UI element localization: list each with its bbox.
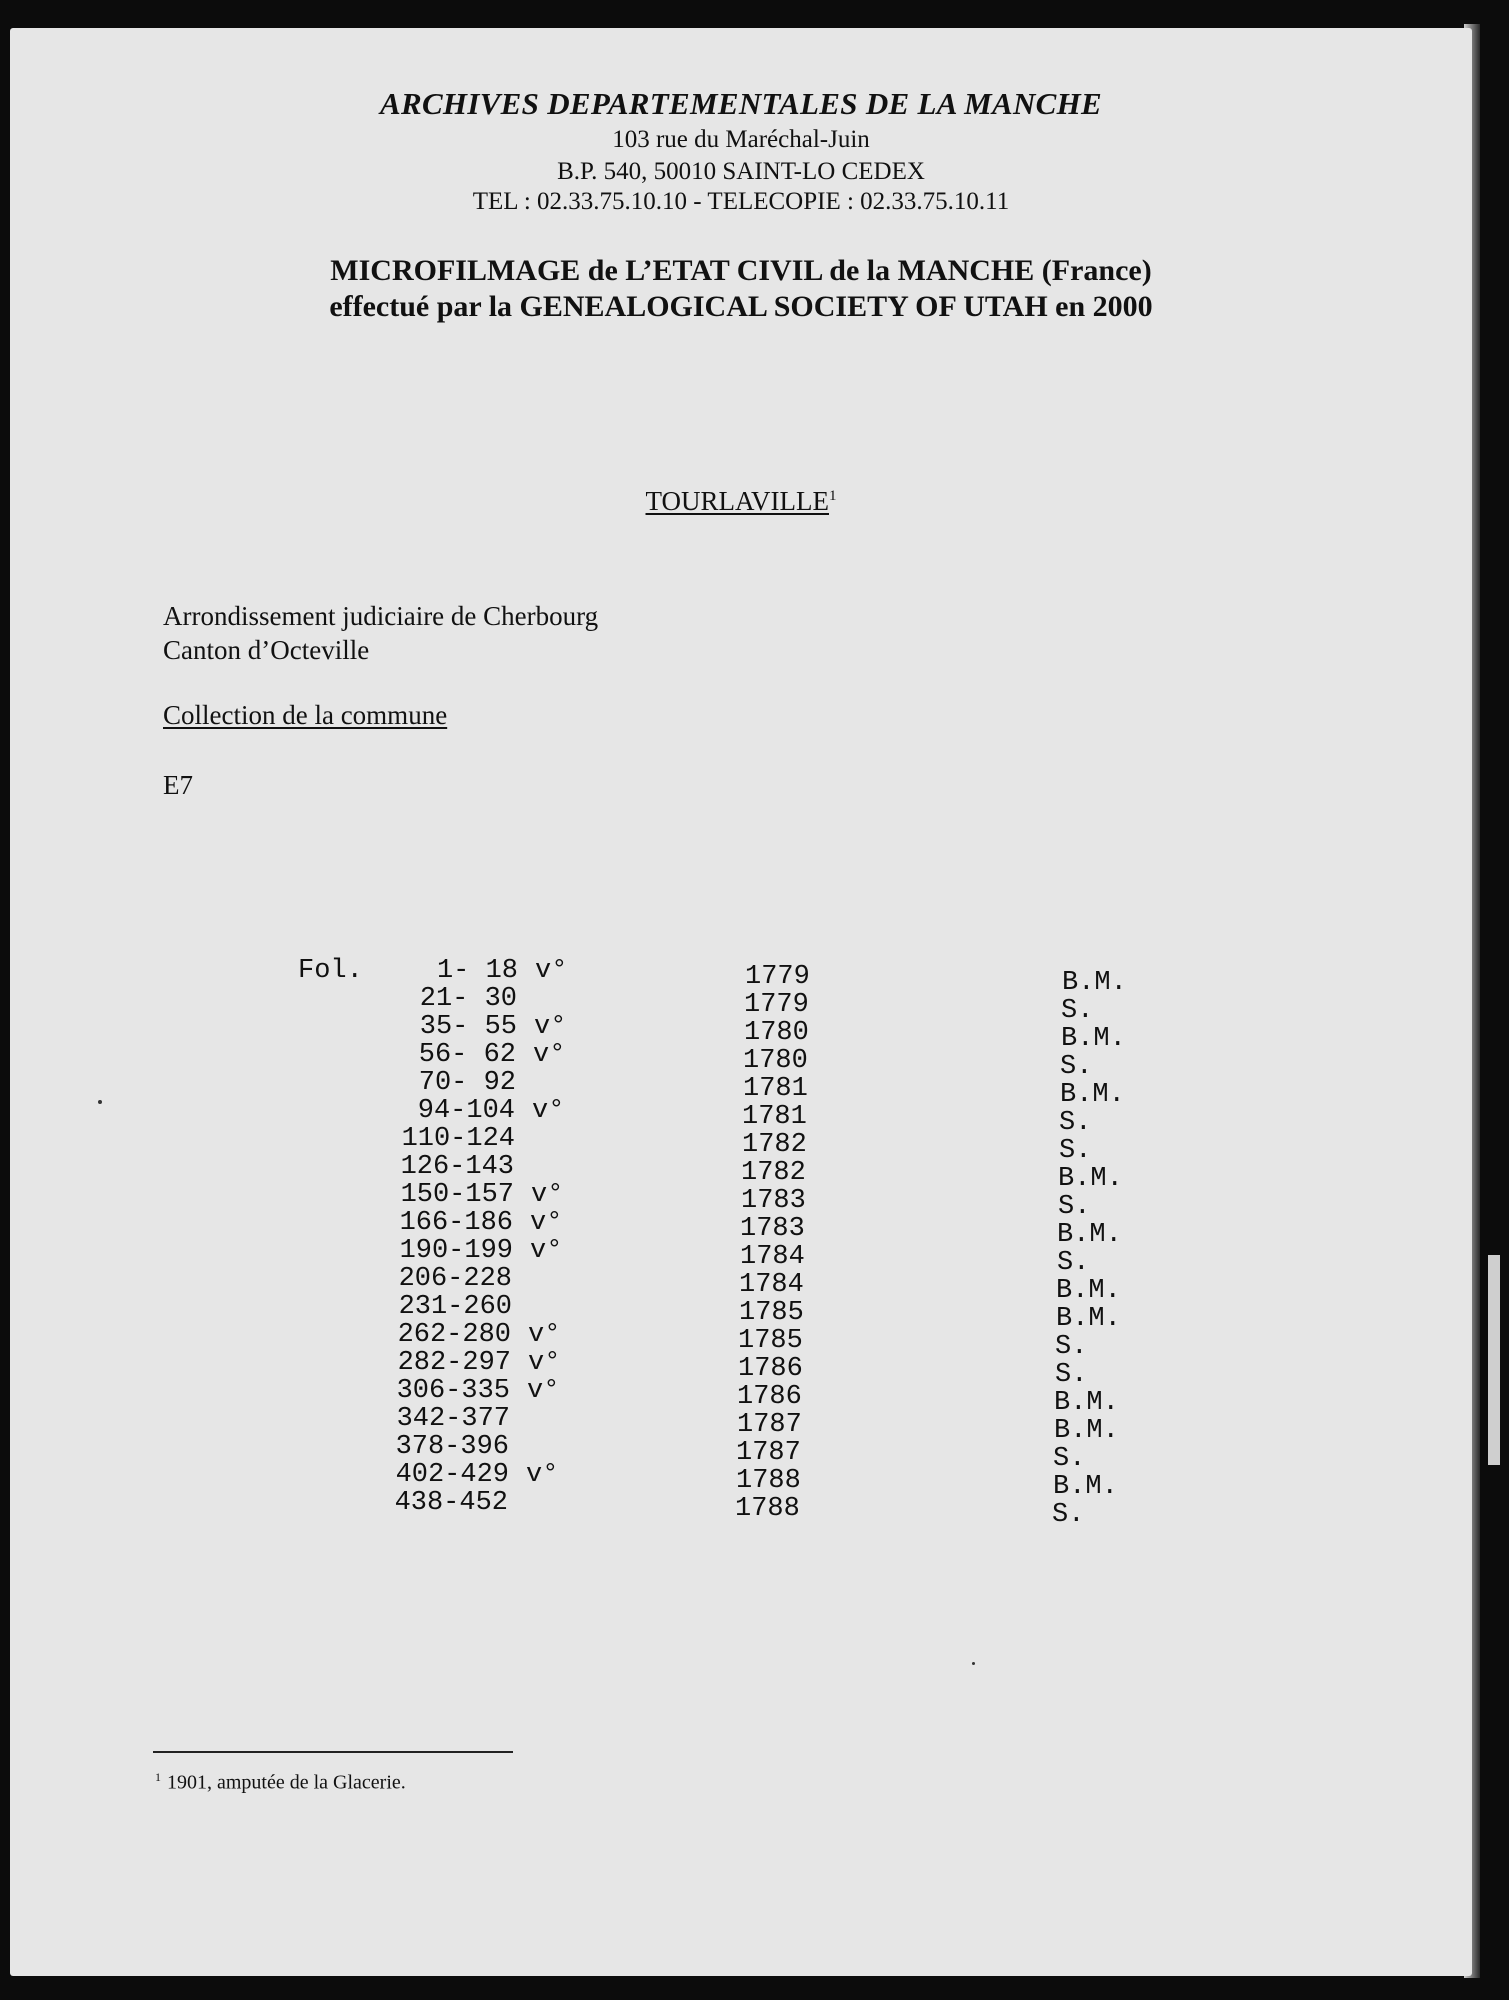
footnote-ref: 1: [829, 488, 837, 504]
register-acts: B.M.: [1061, 1024, 1126, 1054]
scan-speck: [98, 1100, 102, 1104]
register-verso: v°: [535, 956, 568, 986]
register-verso: v°: [530, 1236, 563, 1266]
commune-name: TOURLAVILLE: [645, 486, 829, 516]
footnote-text: 1901, amputée de la Glacerie.: [167, 1771, 406, 1794]
register-year: 1787: [737, 1410, 802, 1440]
register-year: 1786: [737, 1382, 802, 1412]
register-folios: 402-429: [395, 1460, 509, 1490]
register-year: 1787: [736, 1438, 801, 1468]
register-acts: B.M.: [1057, 1220, 1122, 1250]
register-folios: 110-124: [401, 1124, 515, 1154]
collection-label: Collection de la commune: [163, 700, 448, 730]
register-acts: S.: [1053, 1444, 1086, 1474]
register-folios: 231-260: [398, 1292, 512, 1322]
register-year: 1781: [743, 1074, 808, 1104]
register-year: 1784: [740, 1242, 805, 1272]
register-verso: v°: [526, 1460, 559, 1490]
register-acts: S.: [1052, 1500, 1085, 1530]
register-year: 1786: [738, 1354, 803, 1384]
register-folios: 56- 62: [418, 1040, 516, 1070]
commune-title: [10, 486, 1472, 517]
register-year: 1782: [742, 1130, 807, 1160]
register-folios: 70- 92: [418, 1068, 516, 1098]
register-folios: 94-104: [417, 1096, 515, 1126]
register-folios: 21- 30: [419, 984, 517, 1014]
footnote: [155, 1770, 406, 1795]
register-acts: B.M.: [1056, 1304, 1121, 1334]
register-acts: B.M.: [1054, 1388, 1119, 1418]
register-year: 1783: [740, 1214, 805, 1244]
register-folios: 35- 55: [419, 1012, 517, 1042]
scan-speck: [972, 1662, 975, 1665]
register-year: 1781: [742, 1102, 807, 1132]
archive-cote: E7: [163, 770, 193, 800]
register-acts: B.M.: [1060, 1080, 1125, 1110]
canton: Canton d’Octeville: [163, 635, 370, 665]
archive-name: ARCHIVES DEPARTEMENTALES DE LA MANCHE: [379, 86, 1102, 121]
register-folios: 282-297: [397, 1348, 511, 1378]
film-edge-notch: [1488, 1255, 1500, 1465]
document-title-line2: effectué par la GENEALOGICAL SOCIETY OF UTAH en 2000: [329, 290, 1153, 323]
register-acts: B.M.: [1054, 1416, 1119, 1446]
register-folios: 438-452: [394, 1488, 508, 1518]
register-acts: B.M.: [1053, 1472, 1118, 1502]
register-acts: S.: [1057, 1248, 1090, 1278]
register-folios: 166-186: [399, 1208, 513, 1238]
register-acts: B.M.: [1056, 1276, 1121, 1306]
register-folios: 206-228: [398, 1264, 512, 1294]
register-folios: 306-335: [396, 1376, 510, 1406]
register-year: 1785: [739, 1298, 804, 1328]
address-street: 103 rue du Maréchal-Juin: [612, 126, 870, 153]
register-year: 1779: [745, 962, 810, 992]
register-folios: 190-199: [399, 1236, 513, 1266]
register-folios: 342-377: [396, 1404, 510, 1434]
register-verso: v°: [528, 1348, 561, 1378]
register-verso: v°: [531, 1180, 564, 1210]
register-acts: S.: [1060, 1052, 1093, 1082]
register-acts: S.: [1059, 1136, 1092, 1166]
folio-label: Fol.: [298, 956, 363, 986]
register-acts: S.: [1055, 1360, 1088, 1390]
register-folios: 150-157: [400, 1180, 514, 1210]
register-acts: B.M.: [1062, 968, 1127, 998]
footnote-number: 1: [155, 1770, 161, 1784]
address-phone: TEL : 02.33.75.10.10 - TELECOPIE : 02.33.75.10.11: [472, 188, 1010, 215]
arrondissement: Arrondissement judiciaire de Cherbourg: [163, 601, 599, 631]
register-acts: B.M.: [1058, 1164, 1123, 1194]
register-year: 1780: [743, 1046, 808, 1076]
register-folios: 262-280: [397, 1320, 511, 1350]
register-year: 1785: [738, 1326, 803, 1356]
register-year: 1782: [741, 1158, 806, 1188]
register-acts: S.: [1059, 1108, 1092, 1138]
footnote-divider: [153, 1751, 513, 1753]
register-folios: 378-396: [395, 1432, 509, 1462]
register-year: 1788: [735, 1494, 800, 1524]
document-page: [10, 28, 1472, 1976]
register-folios: 1- 18: [436, 956, 518, 986]
register-year: 1779: [744, 990, 809, 1020]
register-acts: S.: [1061, 996, 1094, 1026]
register-verso: v°: [532, 1096, 565, 1126]
register-verso: v°: [530, 1208, 563, 1238]
register-verso: v°: [533, 1040, 566, 1070]
register-verso: v°: [534, 1012, 567, 1042]
document-title-line1: MICROFILMAGE de L’ETAT CIVIL de la MANCHE (France): [330, 254, 1152, 287]
register-verso: v°: [527, 1376, 560, 1406]
register-year: 1783: [741, 1186, 806, 1216]
register-acts: S.: [1058, 1192, 1091, 1222]
register-year: 1780: [744, 1018, 809, 1048]
register-acts: S.: [1055, 1332, 1088, 1362]
register-year: 1784: [739, 1270, 804, 1300]
register-year: 1788: [736, 1466, 801, 1496]
address-postal: B.P. 540, 50010 SAINT-LO CEDEX: [557, 158, 925, 185]
register-verso: v°: [528, 1320, 561, 1350]
register-folios: 126-143: [400, 1152, 514, 1182]
